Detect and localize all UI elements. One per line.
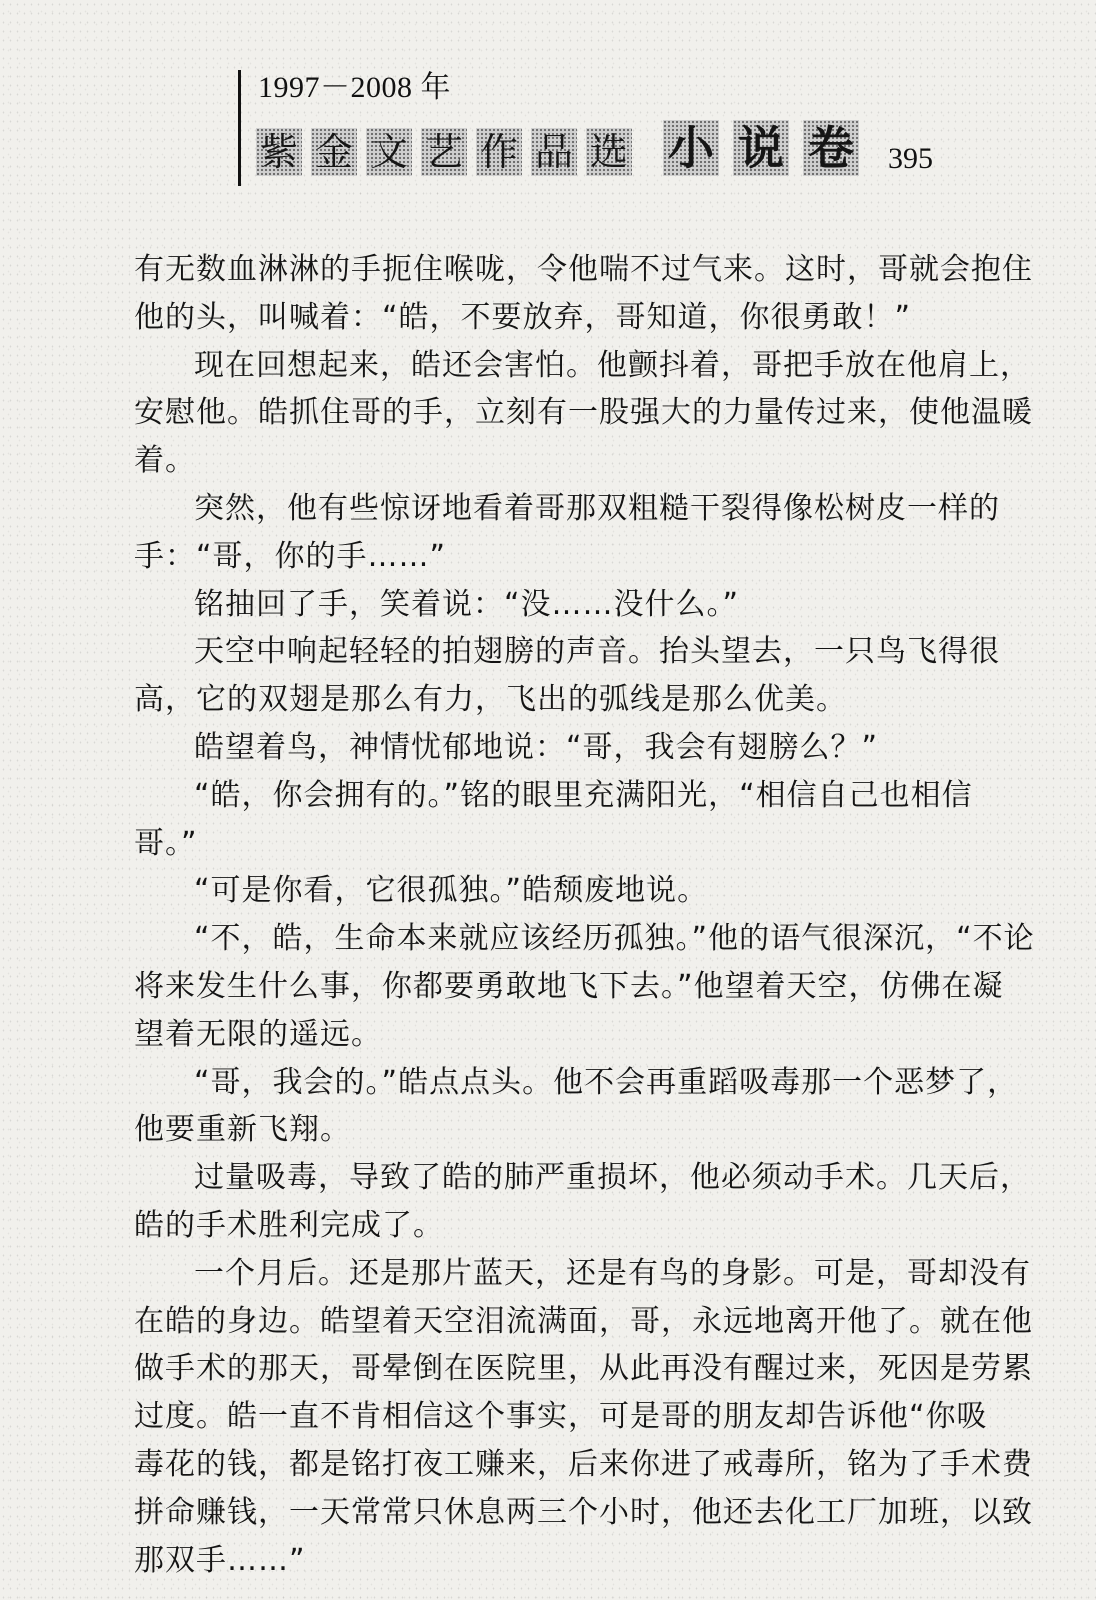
text-line: 望着无限的遥远。 bbox=[134, 1016, 382, 1052]
text-line: 突然，他有些惊讶地看着哥那双粗糙干裂得像松树皮一样的 bbox=[194, 490, 1000, 526]
text-line: 安慰他。皓抓住哥的手，立刻有一股强大的力量传过来，使他温暖 bbox=[134, 395, 1033, 431]
text-line: 哥。” bbox=[134, 825, 198, 861]
text-line: 皓的手术胜利完成了。 bbox=[134, 1207, 444, 1243]
text-line: 他要重新飞翔。 bbox=[134, 1112, 351, 1148]
text-line: “可是你看，它很孤独。”皓颓废地说。 bbox=[194, 873, 709, 909]
text-line: 铭抽回了手，笑着说：“没……没什么。” bbox=[194, 586, 740, 622]
series-title-char: 金 bbox=[311, 128, 357, 176]
text-line: 那双手……” bbox=[134, 1542, 306, 1578]
text-line: 一个月后。还是那片蓝天，还是有鸟的身影。可是，哥却没有 bbox=[194, 1255, 1031, 1291]
text-line: 现在回想起来，皓还会害怕。他颤抖着，哥把手放在他肩上， bbox=[194, 347, 1031, 383]
series-title-char: 艺 bbox=[421, 128, 467, 176]
text-line: “不，皓，生命本来就应该经历孤独。”他的语气很深沉，“不论 bbox=[194, 921, 1035, 957]
series-title-char: 文 bbox=[366, 128, 412, 176]
text-line: 他的头，叫喊着：“皓，不要放弃，哥知道，你很勇敢！” bbox=[134, 299, 912, 335]
text-line: 毒花的钱，都是铭打夜工赚来，后来你进了戒毒所，铭为了手术费 bbox=[134, 1446, 1033, 1482]
text-line: “皓，你会拥有的。”铭的眼里充满阳光，“相信自己也相信 bbox=[194, 777, 973, 813]
text-line: 做手术的那天，哥晕倒在医院里，从此再没有醒过来，死因是劳累 bbox=[134, 1351, 1033, 1387]
text-line: 高，它的双翅是那么有力，飞出的弧线是那么优美。 bbox=[134, 682, 847, 718]
header-vertical-rule bbox=[238, 70, 241, 186]
text-line: 在皓的身边。皓望着天空泪流满面，哥，永远地离开他了。就在他 bbox=[134, 1303, 1033, 1339]
text-line: 有无数血淋淋的手扼住喉咙，令他喘不过气来。这时，哥就会抱住 bbox=[134, 252, 1033, 287]
text-line: “哥，我会的。”皓点点头。他不会再重蹈吸毒那一个恶梦了， bbox=[194, 1064, 1019, 1100]
series-title-char: 作 bbox=[476, 128, 522, 176]
series-title-char: 选 bbox=[586, 128, 632, 176]
text-line: 着。 bbox=[134, 443, 196, 479]
text-line: 将来发生什么事，你都要勇敢地飞下去。”他望着天空，仿佛在凝 bbox=[134, 968, 1004, 1004]
text-line: 手：“哥，你的手……” bbox=[134, 538, 447, 574]
body-text bbox=[134, 246, 1035, 1584]
text-line: 拼命赚钱，一天常常只休息两三个小时，他还去化工厂加班，以致 bbox=[134, 1494, 1033, 1530]
volume-title-char: 小 bbox=[663, 120, 719, 176]
page-number: 395 bbox=[888, 142, 933, 175]
text-line: 皓望着鸟，神情忧郁地说：“哥，我会有翅膀么？” bbox=[194, 729, 879, 765]
text-line: 过量吸毒，导致了皓的肺严重损坏，他必须动手术。几天后， bbox=[194, 1160, 1031, 1196]
volume-title-char: 说 bbox=[733, 120, 789, 176]
series-title-char: 品 bbox=[531, 128, 577, 176]
header-years: 1997－2008 年 bbox=[258, 71, 451, 104]
series-title bbox=[256, 120, 859, 176]
series-title-char: 紫 bbox=[256, 128, 302, 176]
volume-title bbox=[663, 120, 859, 176]
text-line: 过度。皓一直不肯相信这个事实，可是哥的朋友却告诉他“你吸 bbox=[134, 1399, 988, 1435]
text-line: 天空中响起轻轻的拍翅膀的声音。抬头望去，一只鸟飞得很 bbox=[194, 634, 1000, 670]
volume-title-char: 卷 bbox=[803, 120, 859, 176]
